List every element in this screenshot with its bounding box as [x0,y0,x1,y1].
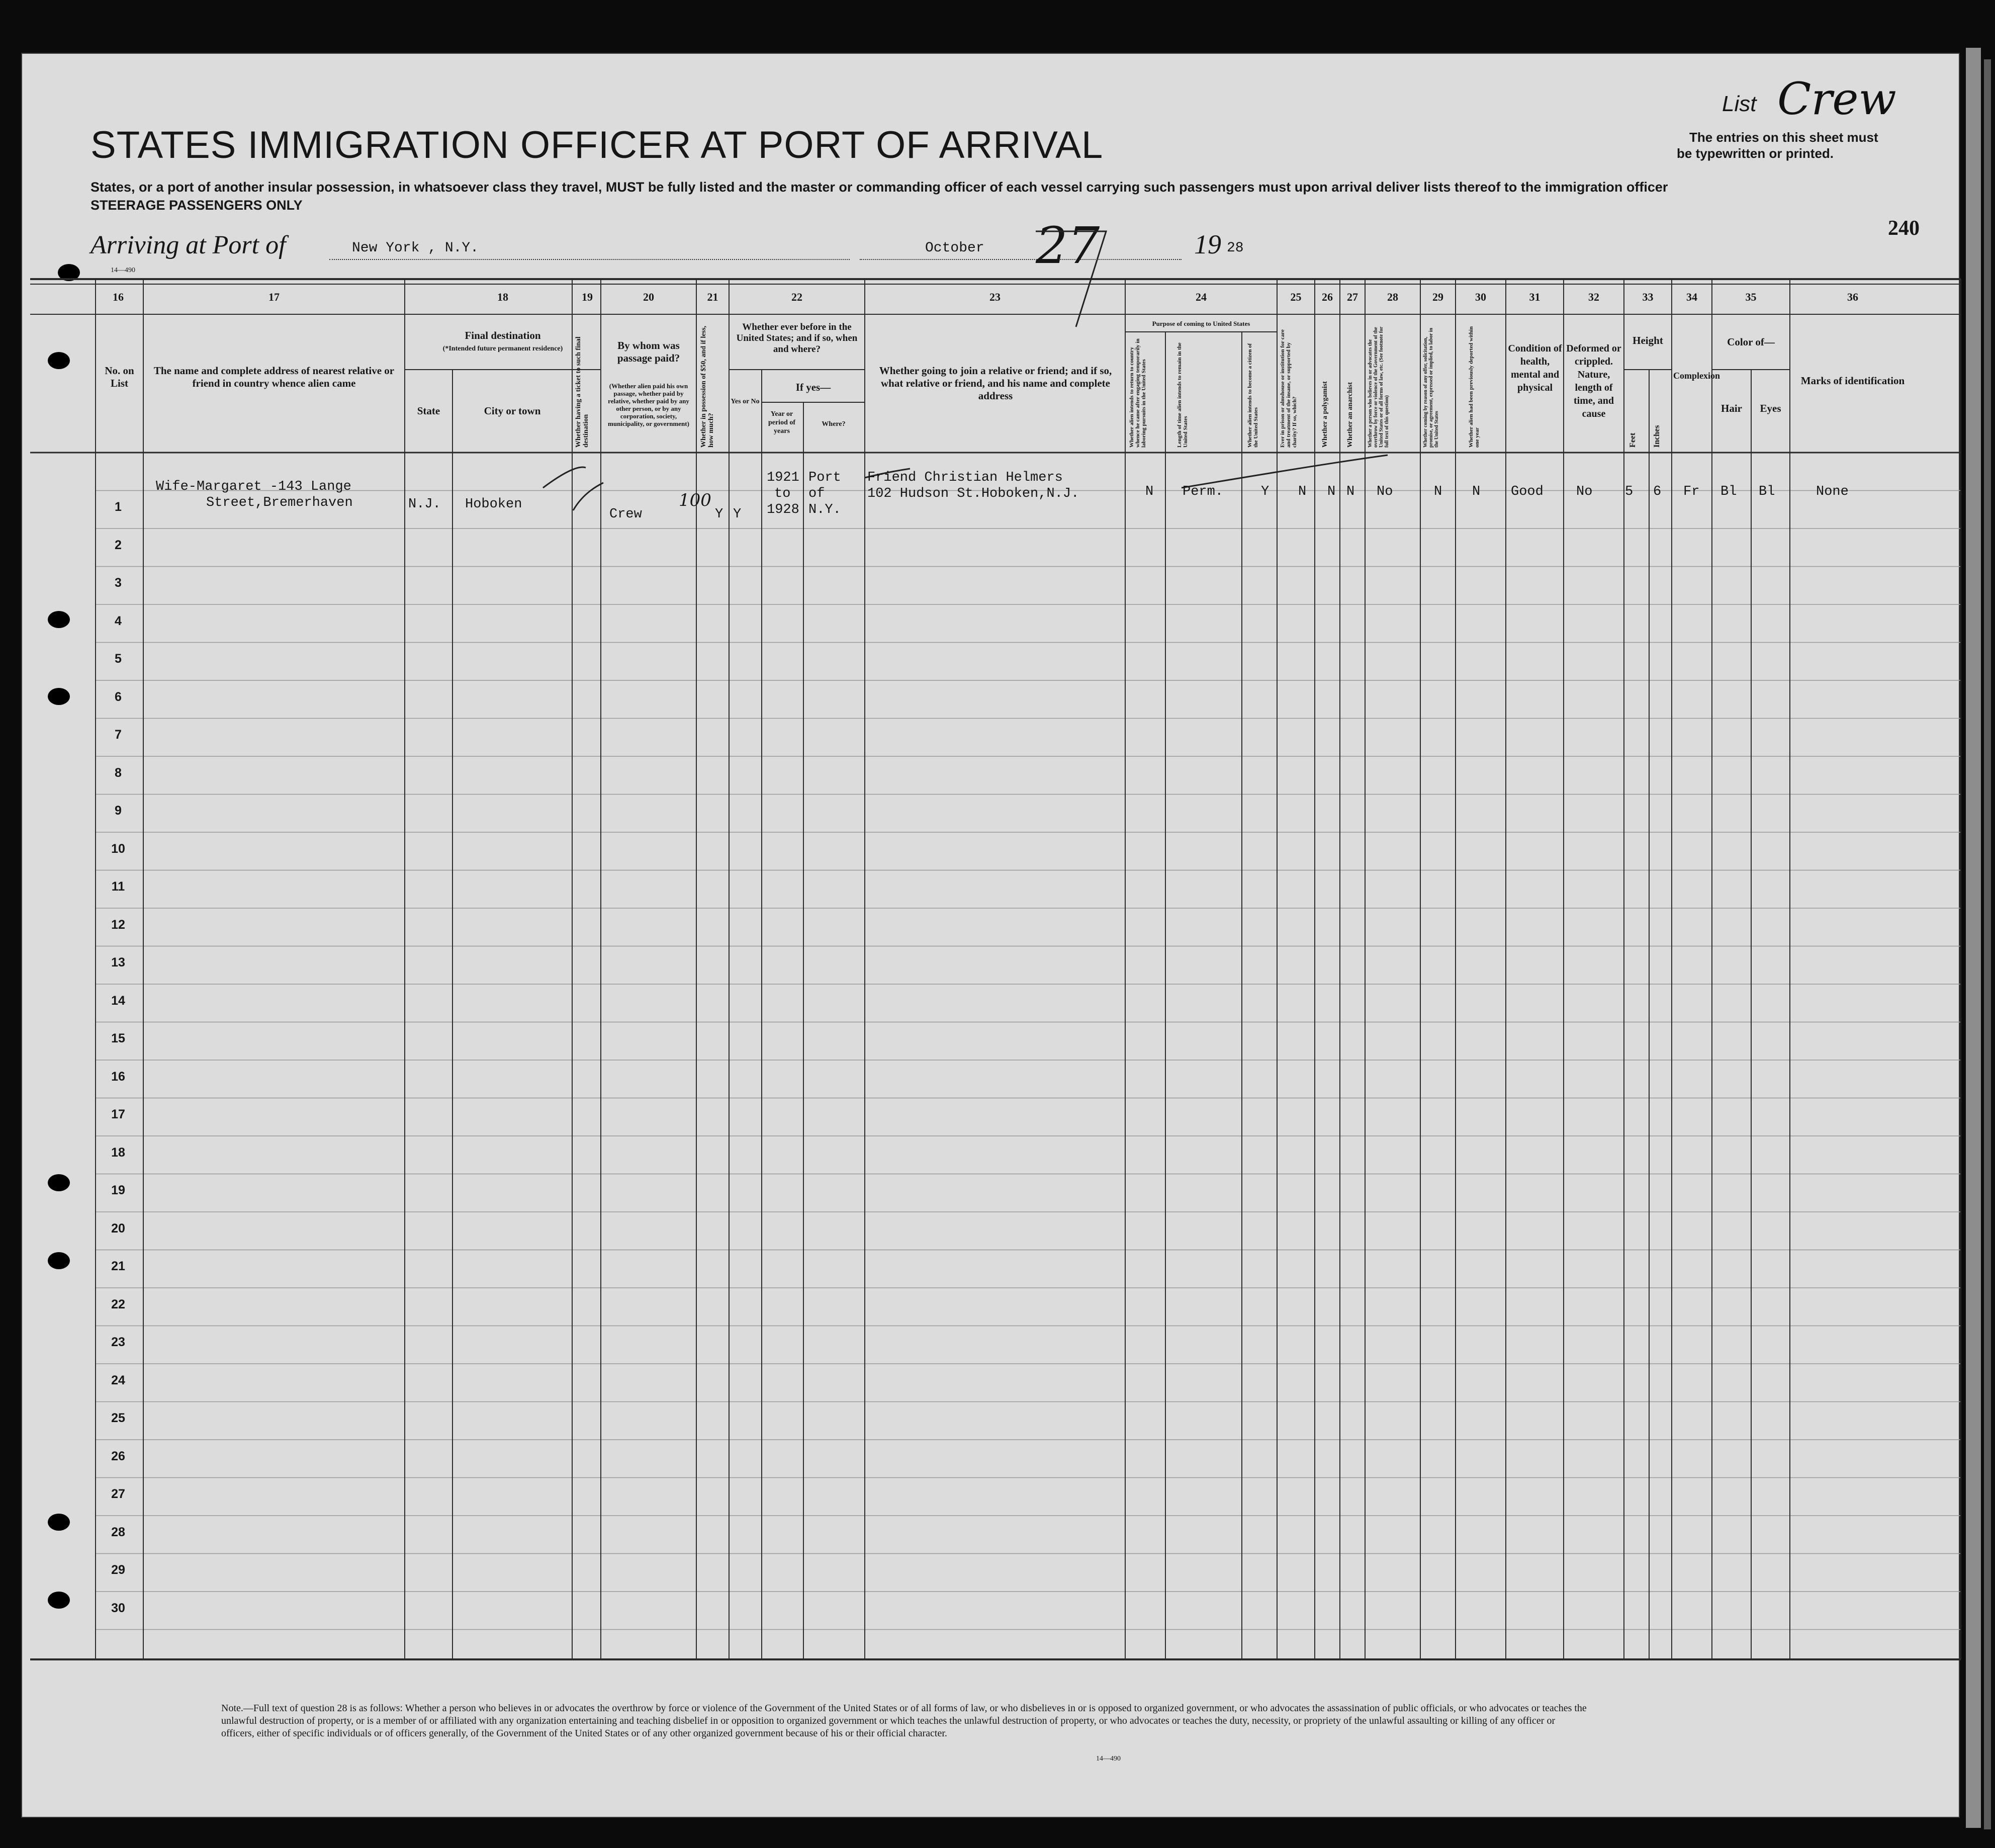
row-number: 30 [111,1601,125,1615]
list-label: List [1722,92,1757,116]
row1-years-3: 1928 [767,502,799,517]
row-number: 5 [115,652,122,666]
header-offer: Whether coming by reason of any offer, solicitation, promise, or agreement, expressed or implied, to labor in the United States [1423,327,1439,448]
header-polygamist: Whether a polygamist [1321,381,1329,448]
row-number: 24 [111,1373,125,1387]
row-number: 25 [111,1411,125,1425]
row-number: 29 [111,1563,125,1577]
col-num-33: 33 [1642,291,1654,303]
row1-before-yes: Y [733,507,742,522]
month-value: October [925,240,984,256]
header-no-on-list: No. on List [105,365,134,389]
col-num-27: 27 [1347,291,1358,303]
row1-where-1: Port [808,470,841,485]
row-number: 13 [111,955,125,970]
header-health: Condition of health, mental and physical [1508,343,1562,393]
col-num-24: 24 [1196,291,1207,303]
row1-anarchist: N [1346,484,1355,499]
row1-feet: 5 [1625,484,1634,499]
header-purpose-length: Length of time alien intends to remain in the United States [1176,342,1189,448]
row1-return: N [1145,484,1154,499]
col-num-35: 35 [1745,291,1757,303]
col-num-34: 34 [1686,291,1697,303]
header-overthrow: Whether a person who believes in or advocates the overthrow by force or violence of the Government of the United States or of all forms of law, etc. (See footnote for full text of this question) [1368,326,1390,448]
row1-hair: Bl [1720,484,1737,499]
row-number: 28 [111,1525,125,1539]
header-passage-note: (Whether alien paid his own passage, whether paid by relative, whether paid by any other person, or by any corporation, society, municipality, or government) [608,382,689,427]
row1-years-2: to [774,486,791,501]
header-joining: Whether going to join a relative or friend; and if so, what relative or friend, and his name and complete address [879,365,1112,402]
list-value-handwritten: Crew [1777,73,1896,125]
typewritten-note-1: The entries on this sheet must [1689,130,1878,145]
header-complexion: Complexion [1673,371,1720,381]
header-hair: Hair [1721,402,1742,414]
row-number: 22 [111,1297,125,1311]
form-code-top: 14—490 [111,267,135,274]
header-where: Where? [822,420,846,428]
row-number: 1 [115,500,122,514]
row-number: 15 [111,1031,125,1045]
row1-money-handwritten: 100 [679,490,711,510]
header-city: City or town [484,405,541,417]
col-num-21: 21 [707,291,718,303]
col-num-25: 25 [1290,291,1302,303]
col-num-22: 22 [791,291,802,303]
header-final-destination-note: (*Intended future permanent residence) [442,345,563,353]
year-prefix: 19 [1194,229,1221,259]
row1-eyes: Bl [1759,484,1775,499]
row1-health: Good [1511,484,1544,499]
row-number: 4 [115,613,122,628]
row1-state: N.J. [408,497,441,512]
header-purpose-citizen: Whether alien intends to become a citizen of the United States [1247,343,1259,448]
row-number: 9 [115,804,122,818]
day-value-handwritten: 27 [1036,216,1100,275]
row-number: 16 [111,1069,125,1084]
header-money: Whether in possession of $50, and if less, how much? [700,325,715,448]
page-number: 240 [1888,217,1920,240]
row1-citizen: Y [1261,484,1269,499]
footnote-question-28: Note.—Full text of question 28 is as follows: Whether a person who believes in or advocates the overthrow by force or violence of the Government of the United States or of all forms of law, or who disbelieves in or is opposed to organized government, or who advocates the assassination of public officials, or who advocates or teaches the unlawful destruction of property, or is a member of or affiliated with any organization entertaining and teaching disbelief in or opposition to organized government or which teaches the unlawful destruction of property, or who advocates or teaches the duty, necessity, or propriety of the unlawful assaulting or killing of any officer or officers, either of specific individuals or of officers generally, of the Government of the United States or of any other organized government because of his or their official character. [221,1703,1587,1739]
col-num-31: 31 [1529,291,1540,303]
header-deformed: Deformed or crippled. Nature, length of time, and cause [1566,343,1621,419]
header-passage-paid: By whom was passage paid? [617,339,680,364]
row-number: 2 [115,538,122,552]
row1-polygamist: N [1327,484,1336,499]
col-num-17: 17 [268,291,280,303]
row-number: 20 [111,1221,125,1236]
header-purpose: Purpose of coming to United States [1152,320,1250,327]
row1-marks: None [1816,484,1849,499]
col-num-20: 20 [643,291,654,303]
row-number: 11 [111,879,125,894]
row1-complexion: Fr [1683,484,1700,499]
row1-relative-line2: Street,Bremerhaven [206,495,353,510]
row-number: 6 [115,689,122,704]
row-number: 19 [111,1183,125,1197]
header-feet: Feet [1628,432,1637,448]
row-number: 17 [111,1107,125,1121]
page-title: STATES IMMIGRATION OFFICER AT PORT OF ARRIVAL [90,124,1104,166]
row1-relative-line1: Wife-Margaret -143 Lange [156,479,351,494]
port-value: New York , N.Y. [352,240,479,256]
col-num-26: 26 [1322,291,1333,303]
row-number: 14 [111,993,125,1008]
row1-where-3: N.Y. [808,502,841,517]
row1-passage: Crew [609,507,642,522]
col-num-16: 16 [113,291,124,303]
form-code-bottom: 14—490 [1096,1755,1121,1763]
row1-money-mark: Y [715,507,723,522]
year-suffix: 28 [1227,240,1244,256]
col-num-29: 29 [1432,291,1443,303]
row1-prison: N [1298,484,1307,499]
header-anarchist: Whether an anarchist [1346,382,1354,448]
arriving-label: Arriving at Port of [90,231,286,259]
row1-joining-2: 102 Hudson St.Hoboken,N.J. [867,486,1079,501]
header-height: Height [1633,334,1663,346]
header-final-destination: Final destination [465,329,541,341]
header-purpose-return: Whether alien intends to return to country whence he came after engaging temporarily in laboring pursuits in the United States [1129,338,1147,448]
row1-deformed: No [1576,484,1593,499]
row1-inches: 6 [1653,484,1662,499]
row-number: 7 [115,728,122,742]
row1-joining-1: Friend Christian Helmers [867,470,1063,485]
header-prison: Ever in prison or almshouse or institution for care and treatment of the insane, or supported by charity? If so, which? [1280,329,1298,448]
row1-years-1: 1921 [767,470,799,485]
header-inches: Inches [1653,425,1661,448]
header-if-yes: If yes— [795,381,831,393]
row1-offer: N [1434,484,1442,499]
header-before-in-us: Whether ever before in the United States; and if so, when and where? [736,322,858,355]
row1-overthrow: No [1377,484,1393,499]
row-number: 3 [115,576,122,590]
header-state: State [417,405,440,417]
row1-deported: N [1472,484,1481,499]
row-number: 10 [111,841,125,856]
header-color-of: Color of— [1727,336,1775,348]
col-num-28: 28 [1387,291,1398,303]
header-year: Year or period of years [768,410,796,435]
row-number: 18 [111,1145,125,1160]
col-num-36: 36 [1847,291,1858,303]
row1-city: Hoboken [465,497,522,512]
row-number: 27 [111,1487,125,1501]
header-deported: Whether alien had been previously deported within one year [1468,326,1480,448]
row-number: 8 [115,765,122,780]
header-eyes: Eyes [1760,402,1781,414]
col-num-19: 19 [582,291,593,303]
header-marks: Marks of identification [1800,375,1905,387]
row-number: 21 [111,1259,125,1273]
subtitle-line-1: States, or a port of another insular possession, in whatsoever class they travel, MUST be fully listed and the master or commanding officer of each vessel carrying such passengers must upon arrival deliver lists thereof to the immigration officer [90,180,1668,195]
row-number: 26 [111,1449,125,1463]
subtitle-line-2: STEERAGE PASSENGERS ONLY [90,198,303,213]
row1-length: Perm. [1183,484,1224,499]
row1-where-2: of [808,486,825,501]
header-relative-address: The name and complete address of nearest relative or friend in country whence alien came [153,365,395,389]
typewritten-note-2: be typewritten or printed. [1677,146,1834,161]
header-yes-no: Yes or No [731,398,760,405]
col-num-18: 18 [497,291,508,303]
header-ticket: Whether having a ticket to such final destination [575,336,590,448]
col-num-23: 23 [989,291,1001,303]
row-number: 23 [111,1335,125,1349]
col-num-32: 32 [1588,291,1599,303]
row-number: 12 [111,917,125,932]
col-num-30: 30 [1475,291,1486,303]
